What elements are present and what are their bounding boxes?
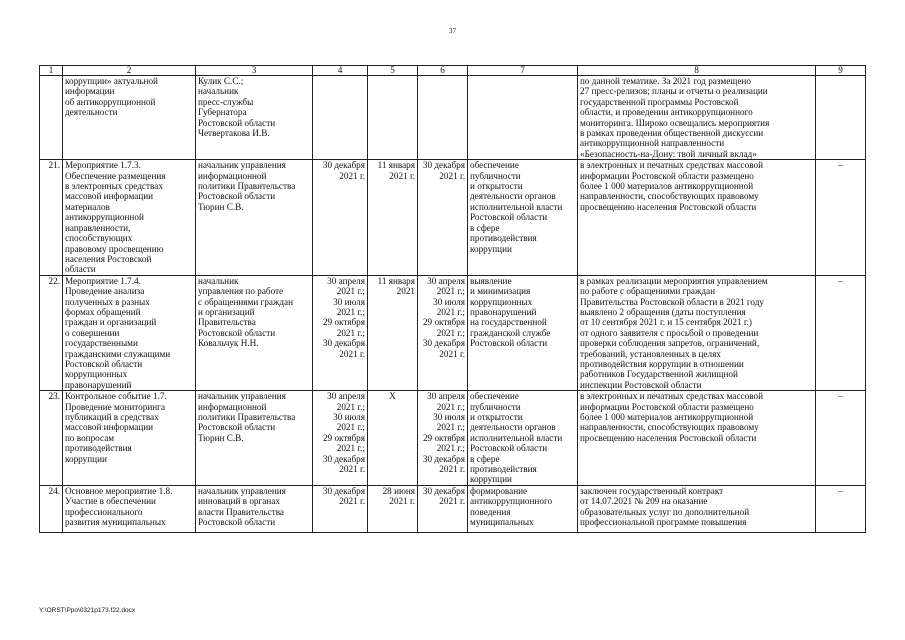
expected-result-cell: обеспечение публичности и открытости деятельности органов исполнительной власти Ростовской области в сфере противодействия коррупции [468,160,578,275]
responsible-cell: начальник управления по работе с обращениями граждан и организаций Правительства Ростовской области Ковальчук Н.Н. [196,275,313,390]
file-path-footer: Y:\ORST\Ppo\0321p173.f22.docx [39,607,136,614]
planned-date-cell: 30 апреля 2021 г.; 30 июля 2021 г.; 29 октября 2021 г.; 30 декабря 2021 г. [313,391,368,486]
row-number-cell: 24. [40,485,63,532]
table-row [40,160,866,275]
reasons-cell [816,76,866,160]
measure-cell: Основное мероприятие 1.8. Участие в обеспечении профессионального развития муниципальных [63,485,196,532]
expected-result-cell: выявление и минимизация коррупционных правонарушений на государственной гражданской службе Ростовской области [468,275,578,390]
responsible-cell: начальник управления инноваций в органах власти Правительства Ростовской области [196,485,313,532]
reasons-cell: – [816,275,866,390]
planned-date-cell: 30 декабря 2021 г. [313,160,368,275]
table-row [40,485,866,532]
actual-result-cell: в электронных и печатных средствах массовой информации Ростовской области размещено более 1 000 материалов антикоррупционной направленности, способствующих правовому просвещению населения Ростовской области [578,160,816,275]
header-row [40,66,866,76]
table-row [40,275,866,390]
planned-date-cell: 30 декабря 2021 г. [313,485,368,532]
row-number-cell: 21. [40,160,63,275]
report-table [39,65,866,533]
measure-cell: Мероприятие 1.7.4. Проведение анализа полученных в разных формах обращений граждан и организаций о совершении государственными гражданскими служащими Ростовской области коррупционных правонарушений [63,275,196,390]
table-row [40,391,866,486]
start-date-cell: 28 июня 2021 г. [368,485,418,532]
planned-date-cell [313,76,368,160]
header-cell: 6 [418,66,468,76]
expected-result-cell [468,76,578,160]
page-number: 37 [449,27,456,35]
planned-date-cell: 30 апреля 2021 г.; 30 июля 2021 г.; 29 октября 2021 г.; 30 декабря 2021 г. [313,275,368,390]
header-cell: 1 [40,66,63,76]
actual-result-cell: в рамках реализации мероприятия управлением по работе с обращениями граждан Правительства Ростовской области в 2021 году выявлено 2 обращения (даты поступления от 10 сентября 2021 г. и 15 сентября 2021 г.) от одного заявителя с просьбой о проведении проверки соблюдения запретов, ограничений, требований, установленных в целях противодействия коррупции в отношении работников Государственной жилищной инспекции Ростовской области [578,275,816,390]
table-row-continuation [40,76,866,160]
end-date-cell: 30 апреля 2021 г.; 30 июля 2021 г.; 29 октября 2021 г.; 30 декабря 2021 г. [418,275,468,390]
measure-cell: коррупции» актуальной информации об антикоррупционной деятельности [63,76,196,160]
measure-cell: Контрольное событие 1.7. Проведение мониторинга публикаций в средствах массовой информации по вопросам противодействия коррупции [63,391,196,486]
responsible-cell: Кулик С.С.; начальник пресс-службы Губернатора Ростовской области Четвертакова И.В. [196,76,313,160]
header-cell: 8 [578,66,816,76]
header-cell: 5 [368,66,418,76]
row-number-cell: 22. [40,275,63,390]
end-date-cell: 30 декабря 2021 г. [418,485,468,532]
expected-result-cell: формирование антикоррупционного поведения муниципальных [468,485,578,532]
reasons-cell: – [816,391,866,486]
end-date-cell [418,76,468,160]
end-date-cell: 30 декабря 2021 г. [418,160,468,275]
header-cell: 2 [63,66,196,76]
actual-result-cell: по данной тематике. За 2021 год размещено 27 пресс-релизов; планы и отчеты о реализации государственной программы Ростовской области, и проведении антикоррупционного мониторинга. Широко освещались мероприятия в рамках проведения общественной дискуссии антикоррупционной направленности «Безопасность-на-Дону: твой личный вклад» [578,76,816,160]
start-date-cell [368,76,418,160]
expected-result-cell: обеспечение публичности и открытости деятельности органов исполнительной власти Ростовской области в сфере противодействия коррупции [468,391,578,486]
start-date-cell: 11 января 2021 [368,275,418,390]
row-number-cell: 23. [40,391,63,486]
measure-cell: Мероприятие 1.7.3. Обеспечение размещения в электронных средствах массовой информации материалов антикоррупционной направленности, способствующих правовому просвещению населения Ростовской области [63,160,196,275]
row-number-cell [40,76,63,160]
header-cell: 3 [196,66,313,76]
end-date-cell: 30 апреля 2021 г.; 30 июля 2021 г.; 29 октября 2021 г.; 30 декабря 2021 г. [418,391,468,486]
start-date-cell: Х [368,391,418,486]
actual-result-cell: в электронных и печатных средствах массовой информации Ростовской области размещено более 1 000 материалов антикоррупционной направленности, способствующих правовому просвещению населения Ростовской области [578,391,816,486]
responsible-cell: начальник управления информационной политики Правительства Ростовской области Тюрин С.В. [196,160,313,275]
responsible-cell: начальник управления информационной политики Правительства Ростовской области Тюрин С.В. [196,391,313,486]
actual-result-cell: заключен государственный контракт от 14.07.2021 № 209 на оказание образовательных услуг по дополнительной профессиональной программе повышения [578,485,816,532]
header-cell: 9 [816,66,866,76]
header-cell: 4 [313,66,368,76]
header-cell: 7 [468,66,578,76]
reasons-cell: – [816,160,866,275]
reasons-cell: – [816,485,866,532]
start-date-cell: 11 января 2021 г. [368,160,418,275]
